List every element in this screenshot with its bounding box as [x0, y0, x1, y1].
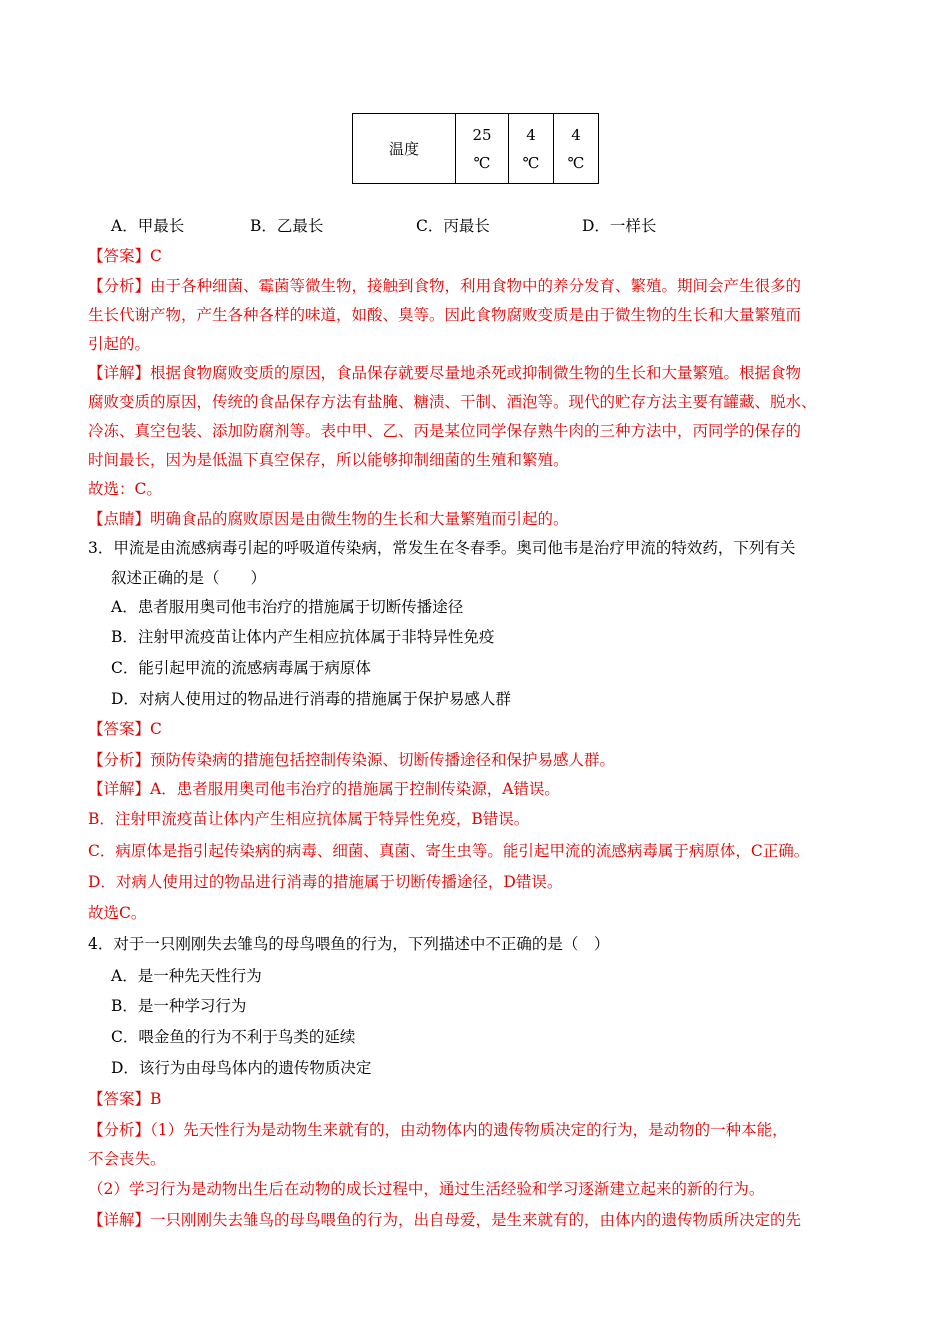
q3-answer: 【答案】C [88, 720, 162, 738]
q3-option-b: B．注射甲流疫苗让体内产生相应抗体属于非特异性免疫 [111, 628, 495, 646]
q3-conclusion: 故选C。 [88, 904, 147, 922]
cell-unit: ℃ [473, 153, 491, 172]
q3-stem-line: 叙述正确的是（ ） [111, 569, 267, 587]
q3-stem-line: 3．甲流是由流感病毒引起的呼吸道传染病，常发生在冬春季。奥司他韦是治疗甲流的特效药，下列有关 [88, 539, 796, 557]
q2-conclusion: 故选：C。 [88, 480, 162, 498]
q3-detail-line: B．注射甲流疫苗让体内产生相应抗体属于特异性免疫，B错误。 [88, 810, 530, 828]
q3-option-c: C．能引起甲流的流感病毒属于病原体 [111, 659, 371, 677]
q2-option-b: B．乙最长 [250, 217, 324, 235]
table-cell [509, 114, 554, 184]
q3-option-a: A．患者服用奥司他韦治疗的措施属于切断传播途径 [111, 598, 464, 616]
q4-option-b: B．是一种学习行为 [111, 997, 247, 1015]
q3-detail-line: 【详解】A．患者服用奥司他韦治疗的措施属于控制传染源，A错误。 [88, 780, 560, 798]
q2-option-c: C．丙最长 [416, 217, 490, 235]
q3-detail-line: D．对病人使用过的物品进行消毒的措施属于切断传播途径，D错误。 [88, 873, 563, 891]
q3-detail-line: C．病原体是指引起传染病的病毒、细菌、真菌、寄生虫等。能引起甲流的流感病毒属于病原体，C正确。 [88, 842, 810, 860]
q2-analysis-line: 【分析】由于各种细菌、霉菌等微生物，接触到食物，利用食物中的养分发育、繁殖。期间会产生很多的 [88, 277, 802, 295]
q4-option-d: D．该行为由母鸟体内的遗传物质决定 [111, 1059, 372, 1077]
cell-value: 4 [526, 125, 536, 144]
q2-analysis-line: 引起的。 [88, 335, 151, 353]
cell-value: 25 [472, 125, 492, 144]
q4-detail-line: 【详解】一只刚刚失去雏鸟的母鸟喂鱼的行为，出自母爱，是生来就有的，由体内的遗传物质所决定的先 [88, 1211, 802, 1229]
q4-analysis-line: （2）学习行为是动物出生后在动物的成长过程中，通过生活经验和学习逐渐建立起来的新的行为。 [88, 1180, 765, 1198]
q2-detail-line: 【详解】根据食物腐败变质的原因，食品保存就要尽量地杀死或抑制微生物的生长和大量繁殖。根据食物 [88, 364, 802, 382]
q4-analysis-line: 不会丧失。 [88, 1150, 166, 1168]
q4-option-a: A．是一种先天性行为 [111, 967, 262, 985]
q2-analysis-line: 生长代谢产物，产生各种各样的味道，如酸、臭等。因此食物腐败变质是由于微生物的生长和大量繁殖而 [88, 306, 802, 324]
q4-answer: 【答案】B [88, 1090, 162, 1108]
table-cell [456, 114, 509, 184]
table-row-label: 温度 [353, 114, 456, 184]
cell-value: 4 [571, 125, 581, 144]
q4-option-c: C．喂金鱼的行为不利于鸟类的延续 [111, 1028, 356, 1046]
q2-option-a: A．甲最长 [111, 217, 185, 235]
temperature-table [352, 113, 599, 184]
q3-analysis: 【分析】预防传染病的措施包括控制传染源、切断传播途径和保护易感人群。 [88, 751, 616, 769]
q3-option-d: D．对病人使用过的物品进行消毒的措施属于保护易感人群 [111, 690, 511, 708]
q4-stem: 4．对于一只刚刚失去雏鸟的母鸟喂鱼的行为，下列描述中不正确的是（ ） [88, 935, 610, 953]
q2-detail-line: 时间最长，因为是低温下真空保存，所以能够抑制细菌的生殖和繁殖。 [88, 451, 569, 469]
q2-detail-line: 冷冻、真空包装、添加防腐剂等。表中甲、乙、丙是某位同学保存熟牛肉的三种方法中，丙同学的保存的 [88, 422, 802, 440]
table-cell [554, 114, 599, 184]
q2-detail-line: 腐败变质的原因，传统的食品保存方法有盐腌、糖渍、干制、酒泡等。现代的贮存方法主要有罐藏、脱水、 [88, 393, 817, 411]
cell-unit: ℃ [567, 153, 585, 172]
cell-unit: ℃ [522, 153, 540, 172]
q2-option-d: D．一样长 [582, 217, 657, 235]
q2-tip: 【点睛】明确食品的腐败原因是由微生物的生长和大量繁殖而引起的。 [88, 510, 569, 528]
q4-analysis-line: 【分析】（1）先天性行为是动物生来就有的，由动物体内的遗传物质决定的行为，是动物的一种本能， [88, 1121, 788, 1139]
q2-answer: 【答案】C [88, 247, 162, 265]
